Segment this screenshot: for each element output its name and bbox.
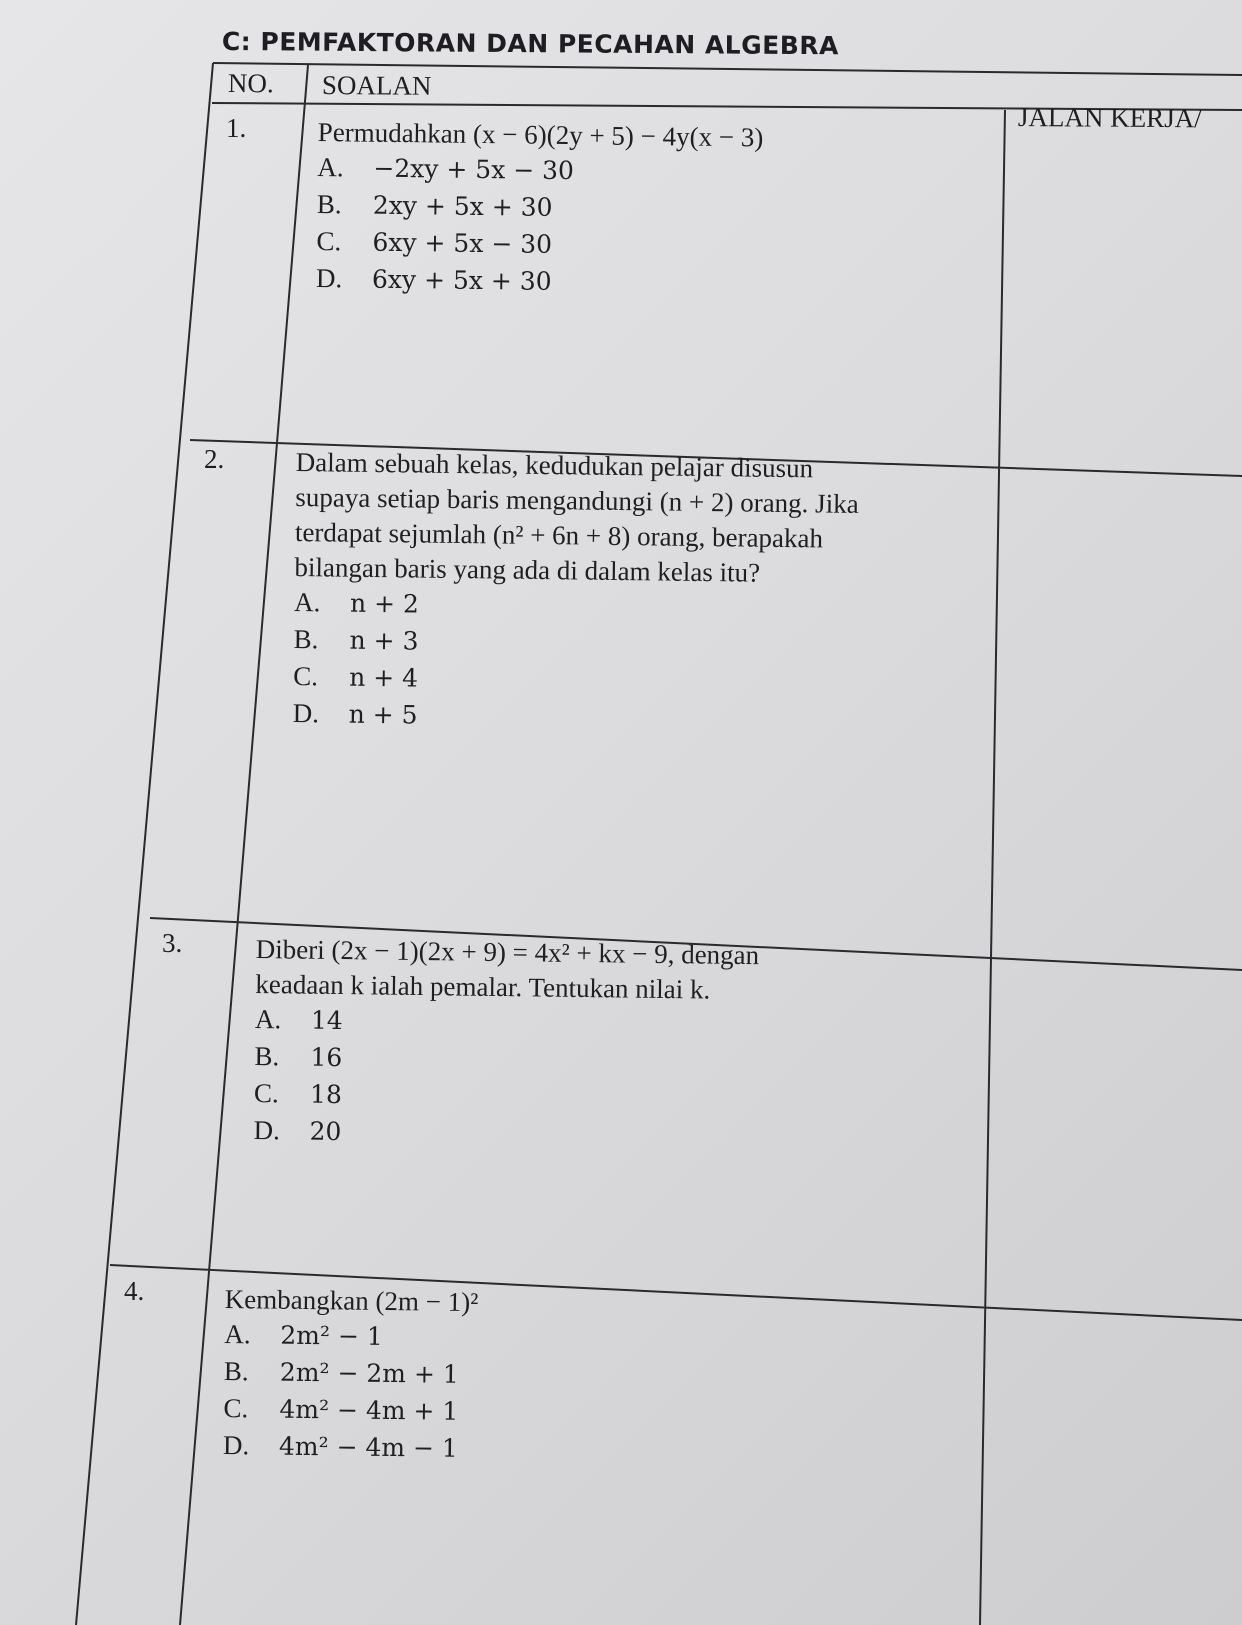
no-column-left-border (76, 63, 213, 1625)
options-list (253, 1002, 758, 1156)
stem-line: supaya setiap baris mengandungi (n + 2) orang. Jika (295, 481, 859, 519)
header-soalan: SOALAN (321, 70, 432, 101)
option-letter: C. (223, 1392, 249, 1424)
question-number: 1. (226, 113, 247, 143)
option-a (224, 1317, 478, 1357)
option-letter: D. (315, 262, 343, 294)
option-letter: A. (224, 1318, 251, 1350)
stem-line: bilangan baris yang ada di dalam kelas itu? (294, 551, 761, 588)
option-b (224, 1354, 478, 1394)
option-letter: A. (317, 151, 344, 183)
options-list (316, 150, 763, 303)
question-stem (294, 445, 859, 592)
option-letter: B. (293, 623, 319, 655)
stem-line: keadaan k ialah pemalar. Tentukan nilai k. (255, 968, 711, 1005)
option-b (317, 187, 763, 229)
stem-line: Kembangkan (2m − 1)² (224, 1283, 479, 1318)
option-letter: C. (316, 225, 342, 257)
question-stem (318, 115, 764, 155)
option-text: 6xy + 5x + 30 (371, 264, 552, 296)
option-a (317, 150, 763, 192)
option-c (223, 1391, 477, 1431)
option-text: 2m² − 1 (280, 1320, 383, 1351)
stem-line: Dalam sebuah kelas, kedudukan pelajar disusun (295, 446, 814, 484)
header-no: NO. (227, 68, 274, 99)
option-text: n + 4 (348, 662, 419, 693)
option-text: 6xy + 5x − 30 (372, 227, 553, 259)
option-letter: B. (254, 1040, 280, 1072)
option-letter: D. (222, 1429, 250, 1461)
option-text: 18 (309, 1079, 343, 1110)
question-1 (316, 115, 764, 303)
question-3 (253, 932, 759, 1156)
option-text: n + 3 (349, 625, 419, 656)
question-2 (292, 445, 859, 740)
question-stem (255, 932, 759, 1008)
option-d (223, 1428, 477, 1468)
option-text: 14 (310, 1005, 343, 1036)
option-d (316, 261, 762, 303)
work-column-left-border (980, 110, 1005, 1625)
option-text: 4m² − 4m + 1 (279, 1394, 459, 1426)
option-d (292, 696, 856, 740)
stem-line: Permudahkan (x − 6)(2y + 5) − 4y(x − 3) (317, 116, 764, 153)
question-stem (225, 1282, 479, 1320)
option-text: 2xy + 5x + 30 (372, 190, 553, 222)
stem-line: Diberi (2x − 1)(2x + 9) = 4x² + kx − 9, dengan (255, 933, 760, 971)
option-b (254, 1039, 758, 1082)
option-letter: B. (223, 1355, 249, 1387)
option-letter: D. (253, 1114, 281, 1146)
option-c (316, 224, 762, 266)
option-text: 20 (309, 1116, 342, 1147)
option-text: −2xy + 5x − 30 (373, 153, 575, 186)
question-number: 4. (124, 1276, 145, 1306)
option-letter: C. (292, 660, 319, 692)
option-text: n + 2 (349, 588, 420, 619)
question-number: 2. (204, 444, 225, 474)
option-letter: D. (292, 697, 320, 729)
option-d (253, 1113, 757, 1156)
question-4 (223, 1282, 479, 1468)
option-text: 2m² − 2m + 1 (279, 1357, 459, 1389)
header-jalan-kerja: JALAN KERJA/ (1017, 102, 1202, 134)
option-text: n + 5 (348, 699, 418, 730)
option-letter: A. (293, 586, 321, 618)
worksheet-title: C: PEMFAKTORAN DAN PECAHAN ALGEBRA (221, 27, 840, 61)
option-a (255, 1002, 759, 1045)
question-number: 3. (162, 928, 183, 958)
option-text: 16 (310, 1042, 343, 1073)
stem-line: terdapat sejumlah (n² + 6n + 8) orang, berapakah (294, 516, 824, 554)
options-list (292, 585, 857, 740)
option-letter: C. (253, 1077, 279, 1109)
option-c (254, 1076, 758, 1119)
options-list (223, 1317, 478, 1468)
option-text: 4m² − 4m − 1 (278, 1431, 459, 1463)
option-letter: B. (316, 188, 342, 220)
option-letter: A. (254, 1003, 282, 1035)
